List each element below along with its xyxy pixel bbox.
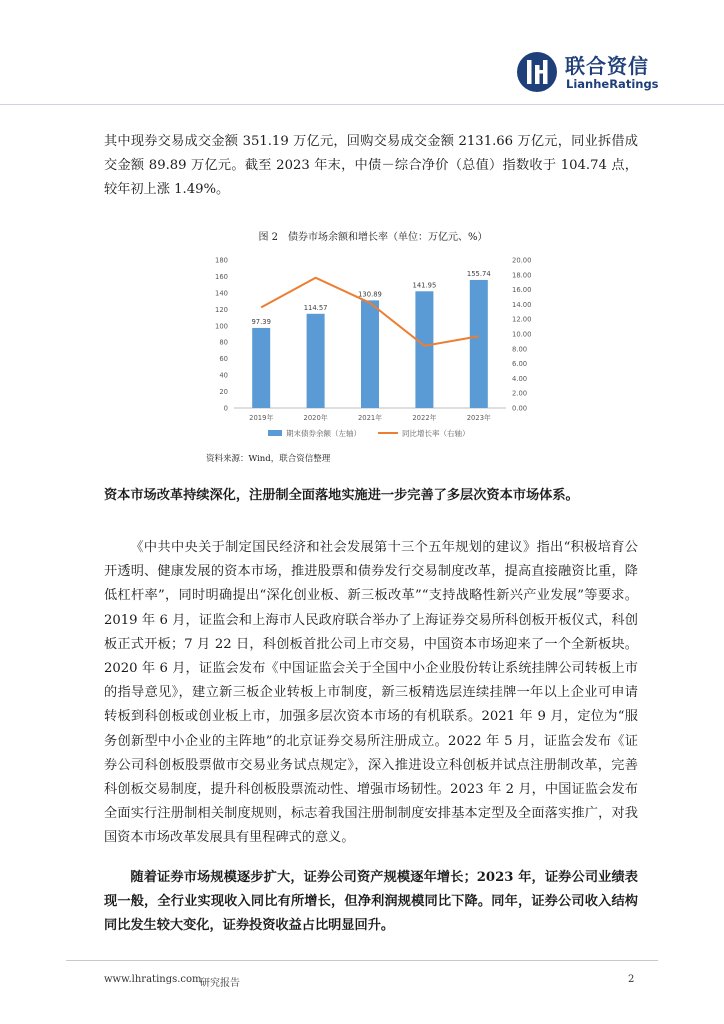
bar-series <box>252 280 488 408</box>
company-logo <box>515 48 685 98</box>
bar <box>307 314 325 408</box>
legend-line-label: 同比增长率（右轴） <box>402 429 470 438</box>
left-axis-tick-label: 0 <box>223 404 228 413</box>
bar-data-label: 114.57 <box>303 303 328 312</box>
lianhe-logo-icon <box>515 50 559 94</box>
right-axis-tick-label: 12.00 <box>512 315 532 324</box>
right-axis-tick-label: 0.00 <box>512 404 528 413</box>
x-axis-labels <box>249 413 491 422</box>
x-axis-tick-label: 2021年 <box>357 414 383 422</box>
left-axis-tick-label: 20 <box>219 388 228 397</box>
footer-website-link[interactable]: www.lhratings.com <box>104 974 202 985</box>
bar-data-label: 141.95 <box>412 281 437 290</box>
right-axis-tick-label: 16.00 <box>512 286 532 295</box>
right-axis-tick-label: 6.00 <box>512 360 528 369</box>
left-axis-tick-label: 160 <box>215 272 228 281</box>
x-axis-tick-label: 2022年 <box>412 414 437 422</box>
logo-chinese-name: 联合资信 <box>565 54 649 78</box>
left-axis-tick-label: 80 <box>219 338 228 347</box>
x-axis-tick-label: 2019年 <box>249 414 274 422</box>
figure-title: 图 2 债券市场余额和增长率（单位：万亿元、%） <box>258 232 488 243</box>
bond-market-chart <box>200 246 546 450</box>
left-axis-tick-label: 120 <box>215 305 228 314</box>
left-axis-tick-label: 180 <box>215 256 228 265</box>
bar-data-label: 130.89 <box>358 290 382 299</box>
left-axis-tick-label: 140 <box>215 289 228 298</box>
paragraph-bond-trading: 其中现券交易成交金额 351.19 万亿元，回购交易成交金额 2131.66 万亿元，同业拆借成交金额 89.89 万亿元。截至 2023 年末，中债－综合净价（总值）指数收于 104.74 点，较年初上涨 1.49%。 <box>104 134 638 198</box>
left-axis-tick-label: 100 <box>215 322 228 331</box>
chart-legend <box>268 428 470 438</box>
left-axis-tick-label: 60 <box>219 355 228 364</box>
left-axis-ticks <box>215 257 228 413</box>
left-axis-tick-label: 40 <box>219 371 228 380</box>
section-heading-securities-firms: 随着证券市场规模逐步扩大，证券公司资产规模逐年增长；2023 年，证券公司业绩表现一般，全行业实现收入同比有所增长，但净利润规模同比下降。同年，证券公司收入结构同比发生较大变化，证券投资收益占比明显回升。 <box>104 870 638 934</box>
x-axis-tick-label: 2020年 <box>303 414 328 422</box>
page-number: 2 <box>628 974 635 985</box>
right-axis-ticks <box>512 257 531 413</box>
bar <box>470 280 488 408</box>
right-axis-tick-label: 4.00 <box>512 374 528 383</box>
paragraph-capital-market-reform: 《中共中央关于制定国民经济和社会发展第十三个五年规划的建议》指出“积极培育公开透明、健康发展的资本市场，推进股票和债券发行交易制度改革，提高直接融资比重，降低杠杆率”，同时明确提出“深化创业板、新三板改革”“支持战略性新兴产业发展”等要求。2019 年 6 月，证监会和上海市人民政府联合举办了上海证券交易所科创板开板仪式，科创板正式开板；7 月 22 日，科创板首批公司上市交易，中国资本市场迎来了一个全新板块。2020 年 6 月，证监会发布《中国证监会关于全国中小企业股份转让系统挂牌公司转板上市的指导意见》，建立新三板企业转板上市制度，新三板精选层连续挂牌一年以上企业可申请转板到科创板或创业板上市，加强多层次资本市场的有机联系。2021 年 9 月，定位为“服务创新型中小企业的主阵地”的北京证券交易所注册成立。2022 年 5 月，证监会发布《证券公司科创板股票做市交易业务试点规定》，深入推进设立科创板并试点注册制改革，完善科创板交易制度，提升科创板股票流动性、增强市场韧性。2023 年 2 月，中国证监会发布全面实行注册制相关制度规则，标志着我国注册制制度安排基本定型及全面落实推广，对我国资本市场改革发展具有里程碑式的意义。 <box>104 540 638 846</box>
right-axis-tick-label: 8.00 <box>512 345 528 354</box>
right-axis-tick-label: 10.00 <box>512 330 532 339</box>
bar <box>415 291 433 408</box>
right-axis-tick-label: 14.00 <box>512 300 532 309</box>
section-heading-capital-market: 资本市场改革持续深化，注册制全面落地实施进一步完善了多层次资本市场体系。 <box>104 488 579 503</box>
bar-data-label: 97.39 <box>251 317 271 326</box>
bar-data-label: 155.74 <box>466 269 491 278</box>
x-axis-tick-label: 2023年 <box>466 414 491 422</box>
right-axis-tick-label: 18.00 <box>512 271 532 280</box>
legend-bar-label: 期末债券余额（左轴） <box>286 429 361 438</box>
footer-divider <box>66 960 658 961</box>
right-axis-tick-label: 20.00 <box>512 256 532 265</box>
footer-document-type: 研究报告 <box>200 978 240 989</box>
bar <box>252 328 270 408</box>
right-axis-tick-label: 2.00 <box>512 389 528 398</box>
bar <box>361 300 379 408</box>
logo-english-name: LianheRatings <box>566 77 659 91</box>
figure-bond-market <box>200 226 546 466</box>
figure-source: 资料来源：Wind，联合资信整理 <box>206 454 331 464</box>
header-divider <box>0 104 724 105</box>
legend-bar-swatch <box>268 430 282 436</box>
